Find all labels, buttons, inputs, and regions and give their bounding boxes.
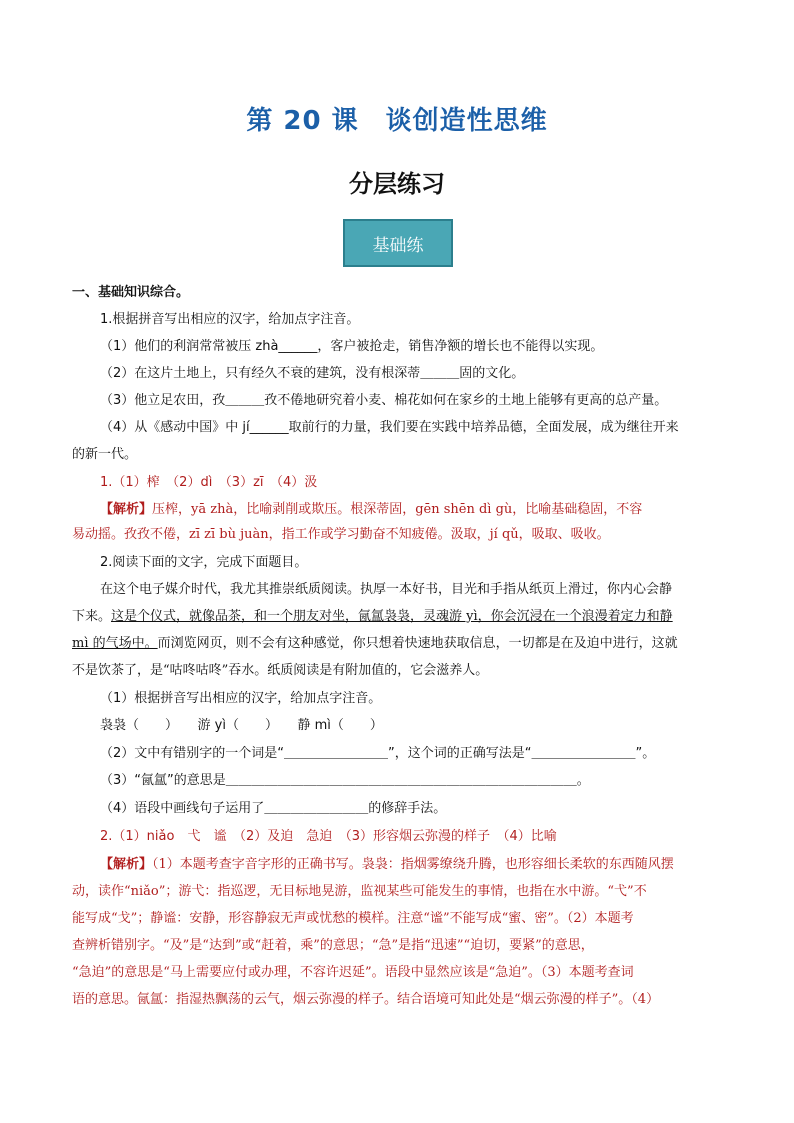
q2-analysis-2: 动，读作“niǎo”；游弋：指巡逻，无目标地晃游，监视某些可能发生的事情，也指在水中游。“弋”不 xyxy=(72,884,647,899)
q2-analysis-3: 能写成“戈”；静谧：安静，形容静寂无声或忧愁的模样。注意“谧”不能写成“蜜、密”。（2）本题考 xyxy=(72,911,634,926)
q2-analysis-text: （1）本题考查字音字形的正确书写。袅袅：指烟雾缭绕升腾，也形容细长柔软的东西随风摆 xyxy=(152,857,674,872)
q1-item-1: （1）他们的利润常常被压 zhà______，客户被抢走，销售净额的增长也不能得以实现。 xyxy=(100,339,604,354)
q1-answer: 1.（1）榨 （2）dì （3）zī （4）汲 xyxy=(100,475,318,490)
q2-sub-2: （2）文中有错别字的一个词是“＿＿＿＿＿＿＿＿”，这个词的正确写法是“＿＿＿＿＿＿＿＿”。 xyxy=(100,746,656,761)
underlined-sentence-end: mì 的气场中。 xyxy=(72,636,158,651)
q1-item-4-cont: 的新一代。 xyxy=(72,447,138,462)
q2-analysis xyxy=(100,856,732,874)
level-tag: 基础练 xyxy=(343,219,453,267)
q2-analysis-6: 语的意思。氤氲：指湿热飘荡的云气，烟云弥漫的样子。结合语境可知此处是“烟云弥漫的样子”。（4） xyxy=(72,992,660,1007)
page-subtitle: 分层练习 xyxy=(349,170,445,198)
analysis-label: 【解析】 xyxy=(100,857,153,872)
passage-line-3 xyxy=(72,635,732,653)
analysis-label: 【解析】 xyxy=(100,502,153,517)
q2-answer: 2.（1）niǎo 弋 谧 （2）及迫 急迫 （3）形容烟云弥漫的样子 （4）比喻 xyxy=(100,829,557,844)
passage-line-2 xyxy=(72,608,732,626)
lesson-title: 第 20 课 谈创造性思维 xyxy=(246,106,548,136)
q2-sub-4: （4）语段中画线句子运用了＿＿＿＿＿＿＿＿的修辞手法。 xyxy=(100,801,447,816)
q2-sub-1-items: 袅袅（ ） 游 yì（ ） 静 mì（ ） xyxy=(100,718,383,733)
q2-analysis-4: 查辨析错别字。“及”是“达到”或“赶着，乘”的意思；“急”是指“迅速”“迫切，要紧”的意思， xyxy=(72,938,594,953)
underlined-sentence: 这是个仪式，就像品茶，和一个朋友对坐，氤氲袅袅，灵魂游 yì，你会沉浸在一个浪漫着定力和静 xyxy=(111,609,673,624)
section-heading: 一、基础知识综合。 xyxy=(72,285,190,300)
q1-item-3: （3）他立足农田，孜＿＿＿孜不倦地研究着小麦、棉花如何在家乡的土地上能够有更高的总产量。 xyxy=(100,393,668,408)
q1-analysis-text: 压榨，yā zhà，比喻剥削或欺压。根深蒂固，gēn shēn dì gù，比喻基础稳固，不容 xyxy=(152,502,643,517)
q1-item-2: （2）在这片土地上，只有经久不衰的建筑，没有根深蒂＿＿＿固的文化。 xyxy=(100,366,525,381)
passage-text: 而浏览网页，则不会有这种感觉，你只想着快速地获取信息，一切都是在及迫中进行，这就 xyxy=(157,636,678,651)
q2-sub-1: （1）根据拼音写出相应的汉字，给加点字注音。 xyxy=(100,691,382,706)
q2-analysis-5: “急迫”的意思是“马上需要应付或办理，不容许迟延”。语段中显然应该是“急迫”。（3）本题考查词 xyxy=(72,965,634,980)
passage-line-1: 在这个电子媒介时代，我尤其推崇纸质阅读。执厚一本好书，目光和手指从纸页上滑过，你内心会静 xyxy=(100,582,673,597)
q1-stem: 1.根据拼音写出相应的汉字，给加点字注音。 xyxy=(100,312,360,327)
q1-analysis xyxy=(100,501,732,519)
q1-analysis-cont: 易动摇。孜孜不倦，zī zī bù juàn，指工作或学习勤奋不知疲倦。汲取，jí qǔ，吸取、吸收。 xyxy=(72,527,610,542)
q2-sub-3: （3）“氤氲”的意思是＿＿＿＿＿＿＿＿＿＿＿＿＿＿＿＿＿＿＿＿＿＿＿＿＿＿＿。 xyxy=(100,773,590,788)
q2-stem: 2.阅读下面的文字，完成下面题目。 xyxy=(100,555,308,570)
passage-text: 下来。 xyxy=(72,609,112,624)
q1-item-4: （4）从《感动中国》中 jí______取前行的力量，我们要在实践中培养品德，全面发展，成为继往开来 xyxy=(100,420,679,435)
passage-line-4: 不是饮茶了，是“咕咚咕咚”吞水。纸质阅读是有附加值的，它会滋养人。 xyxy=(72,663,489,678)
